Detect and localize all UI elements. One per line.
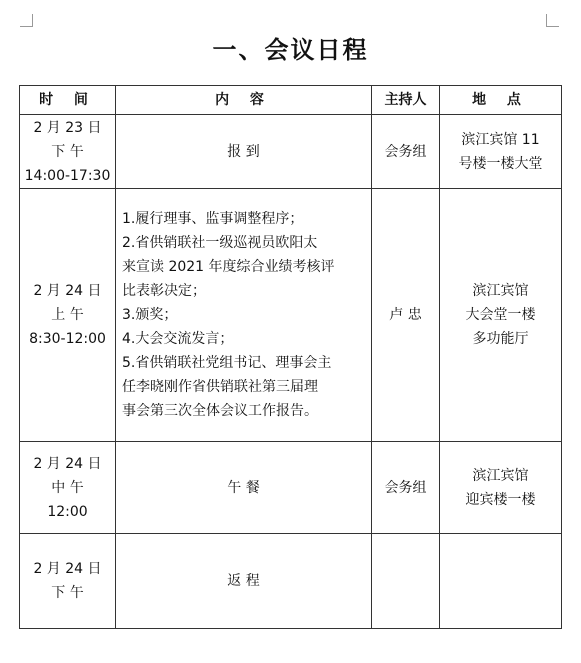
host-cell: [372, 534, 440, 629]
time-cell: [20, 115, 116, 189]
host-cell: 会务组: [372, 442, 440, 534]
host-cell: 卢 忠: [372, 189, 440, 442]
table-row: [20, 189, 562, 442]
place-line: 滨江宾馆: [472, 467, 529, 484]
date-text: 2 月 24 日: [33, 283, 102, 299]
page-corner-mark-right: [546, 14, 559, 27]
period-text: 下 午: [51, 143, 84, 160]
agenda-line: 5.省供销联社党组书记、理事会主: [122, 355, 332, 371]
header-host: 主持人: [372, 86, 440, 115]
date-text: 2 月 23 日: [33, 119, 102, 136]
agenda-line: 1.履行理事、监事调整程序；: [122, 211, 304, 227]
hours-text: 8:30-12:00: [29, 331, 106, 347]
content-cell: [116, 189, 372, 442]
agenda-line: 比表彰决定；: [122, 283, 206, 299]
period-text: 下 午: [51, 585, 84, 601]
place-cell: [440, 115, 562, 189]
time-cell: [20, 189, 116, 442]
header-content: 内 容: [116, 86, 372, 115]
agenda-line: 3.颁奖；: [122, 307, 178, 323]
place-line: 大会堂一楼: [465, 307, 536, 323]
table-row: [20, 534, 562, 629]
place-cell: [440, 442, 562, 534]
agenda-line: 4.大会交流发言；: [122, 331, 234, 347]
hours-text: 12:00: [47, 503, 88, 520]
place-line: 多功能厅: [472, 331, 529, 347]
content-cell: 返 程: [116, 534, 372, 629]
place-cell: [440, 189, 562, 442]
place-line: 滨江宾馆 11: [461, 131, 540, 148]
agenda-line: 事会第三次全体会议工作报告。: [122, 403, 318, 419]
time-cell: [20, 442, 116, 534]
header-place: 地 点: [440, 86, 562, 115]
host-cell: 会务组: [372, 115, 440, 189]
table-row: [20, 115, 562, 189]
schedule-table: [19, 85, 562, 629]
page-title: 一、会议日程: [212, 36, 369, 64]
agenda-line: 2.省供销联社一级巡视员欧阳太: [122, 235, 318, 251]
page-corner-mark-left: [20, 14, 33, 27]
date-text: 2 月 24 日: [33, 561, 102, 577]
agenda-line: 来宣读 2021 年度综合业绩考核评: [122, 259, 335, 275]
time-cell: [20, 534, 116, 629]
header-time: 时 间: [20, 86, 116, 115]
table-row: [20, 442, 562, 534]
content-cell: 午 餐: [116, 442, 372, 534]
table-header-row: [20, 86, 562, 115]
place-line: 迎宾楼一楼: [465, 491, 536, 508]
place-line: 号楼一楼大堂: [458, 155, 543, 172]
period-text: 中 午: [51, 479, 84, 496]
period-text: 上 午: [51, 307, 84, 323]
hours-text: 14:00-17:30: [24, 167, 111, 184]
date-text: 2 月 24 日: [33, 455, 102, 472]
place-cell: [440, 534, 562, 629]
agenda-line: 任李晓刚作省供销联社第三届理: [122, 379, 318, 395]
place-line: 滨江宾馆: [472, 283, 529, 299]
content-cell: 报 到: [116, 115, 372, 189]
